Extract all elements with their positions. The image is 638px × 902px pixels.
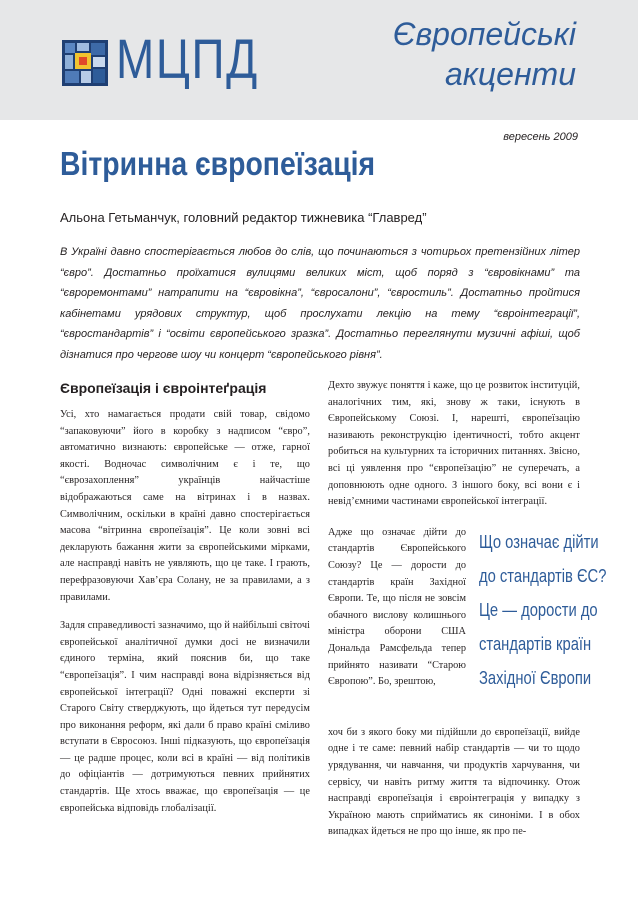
pull-quote-block bbox=[328, 525, 607, 725]
body-paragraph: Задля справедливості зазначимо, що й найбільші світочі європейської аналітичної думки досі не визначили єдиного терміна, який пояснив би, що таке “європеїзація”. І чим насправді вона відрізняється від європейської інтеграції? Одні поважні експерти зі Старого Світу стверджують, що йдеться тут передусім про виконання реформ, які дали б право країні сміливо вступати в Євросоюз. Інші підказують, що європеїзація — це радше процес, коли всі в країні — від політиків до офіціантів — дотримуються певних прийнятих стандартів. Ще хтось вважає, що європеїзація — це європейська відповідь глобалізації. bbox=[60, 620, 310, 814]
pull-quote-line: стандартів країн bbox=[479, 633, 592, 654]
pull-quote-line: Що означає дійти bbox=[479, 531, 599, 552]
article-title: Вітринна європеїзація bbox=[60, 145, 376, 182]
pull-quote bbox=[479, 525, 607, 695]
body-paragraph: хоч би з якого боку ми підійшли до європеїзації, вийде одне і те саме: певний набір стандартів — чи то щодо урядування, чи навчання, чи продуктів харчування, чи сервісу, чи навіть ритму життя та відпочинку. Отож насправді європеїзація і євроінтеграція у випадку з Україною мають сприйматись як синоніми. І в обох випадках йдеться не про що інше, як про пе- bbox=[328, 726, 580, 838]
issue-date: вересень 2009 bbox=[503, 131, 578, 143]
body-paragraph: Дехто звужує поняття і каже, що це розвиток інституцій, аналогічних тим, які, знову ж таки, існують в Європейському Союзі. І, нарешті, європеїзацію називають реконструкцію ідентичності, тобто акцент робиться на культурних та історичних питаннях. Звісно, всі ці уявлення про “європеїзацію” не суперечать, а доповнюють одне одного. З іншого боку, всі вони є і невід’ємними частинами європейської інтеграції. bbox=[328, 380, 580, 508]
right-column bbox=[328, 378, 607, 841]
pull-quote-line: до стандартів ЄС? bbox=[479, 565, 607, 586]
pull-quote-line: Західної Європи bbox=[479, 667, 592, 688]
left-column bbox=[60, 378, 310, 817]
logo-mosaic-icon bbox=[62, 40, 108, 86]
section-heading: Європеїзація і євроінтеґрація bbox=[60, 380, 267, 396]
logo-text: МЦПД bbox=[116, 27, 259, 90]
series-title-line2: акценти bbox=[444, 56, 576, 92]
body-paragraph: Усі, хто намагається продати свій товар, свідомо “запаковуючи” його в коробку з надписом “євро”, автоматично визнають: європейське — отже, гарної якості. Водночас символічним є і те, що “єврозахоплення” українців найчастіше відображаються саме на вітринах і в назвах. Символічним, оскільки в країні давно спостерігається масова “вітринна європеїзація”. Це коли зовні всі декларують бажання жити за європейськими мірками, але насправді навіть не уявляють, що це таке. І грають, перефразовуючи Хав’єра Солану, не за правилами, а з правилами. bbox=[60, 409, 310, 603]
lead-paragraph: В Україні давно спостерігається любов до слів, що починаються з чотирьох претензійних літер “євро”. Достатньо проїхатися вулицями великих міст, щоб поряд з “євровікнами” та “євроремонтами” натрапити на “євровікна”, “євросалони”, “євростиль”. Достатньо пройтися кабінетами урядових структур, щоб прослухати лекцію на тему “євроінтеграції”, “євростандартів” і “освіти європейського зразка”. Достатньо переглянути музичні афіші, щоб дізнатися про чергове шоу чи концерт “європейського рівня”. bbox=[60, 246, 580, 361]
body-paragraph: Адже що означає дійти до стандартів Європейського Союзу? Це — дорости до стандартів країн Західної Європи. Те, що після не зовсім обачного вислову колишнього міністра оборони США Дональда Рамсфельда тепер прийнято називати “Старою Європою”. Бо, зрештою, bbox=[328, 526, 466, 688]
series-title-line1: Європейські bbox=[392, 16, 576, 52]
author-line: Альона Гетьманчук, головний редактор тижневика “Главред” bbox=[60, 210, 427, 225]
pull-quote-line: Це — дорости до bbox=[479, 599, 598, 620]
